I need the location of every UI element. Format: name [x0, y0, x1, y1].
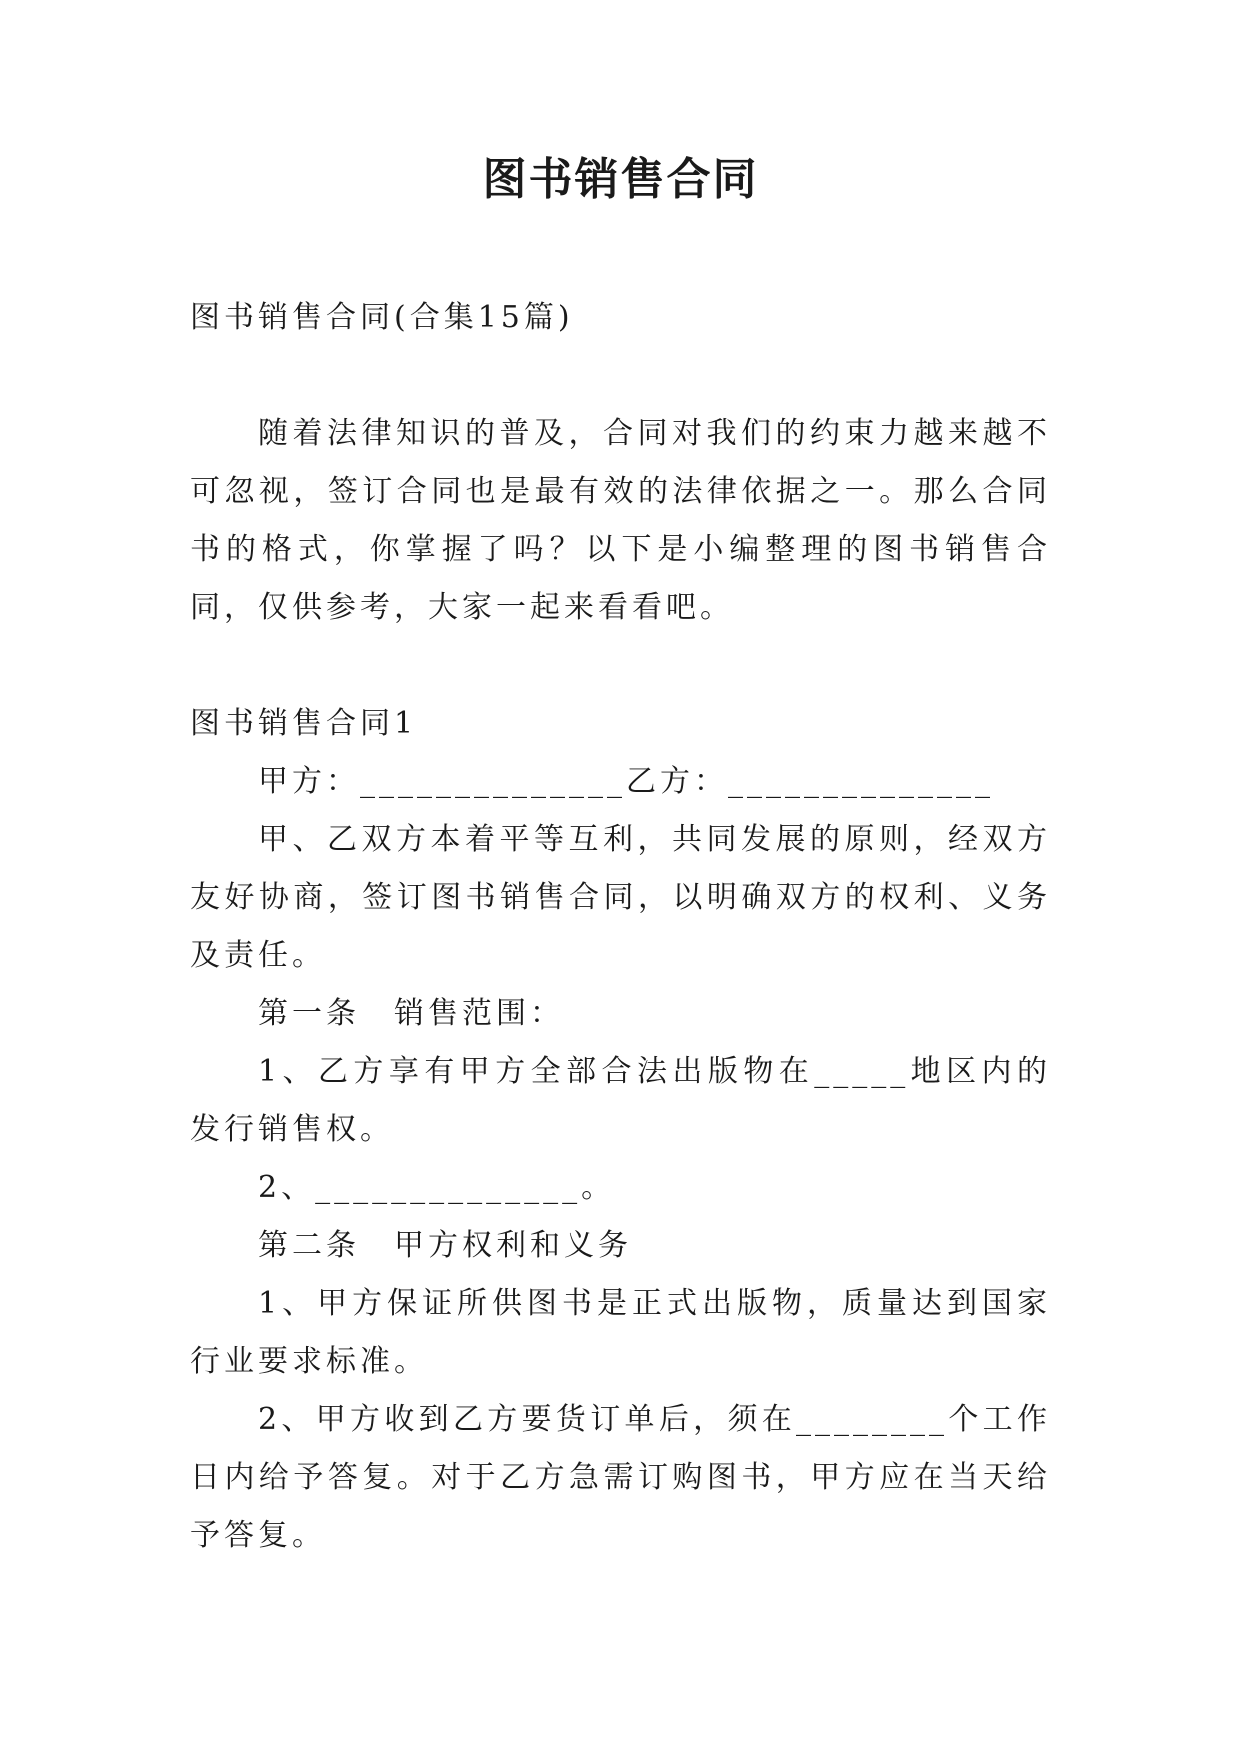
- parties-line: 甲方：______________乙方：______________: [258, 764, 994, 799]
- document-title: 图书销售合同: [482, 154, 759, 205]
- preamble-paragraph: 甲、乙双方本着平等互利，共同发展的原则，经双方友好协商，签订图书销售合同，以明确双方的权利、义务及责任。: [190, 822, 1051, 973]
- article-item: 1、甲方保证所供图书是正式出版物，质量达到国家行业要求标准。: [190, 1286, 1051, 1379]
- article-heading: 第一条 销售范围：: [258, 996, 564, 1031]
- intro-paragraph: 随着法律知识的普及，合同对我们的约束力越来越不可忽视，签订合同也是最有效的法律依据之一。那么合同书的格式，你掌握了吗？以下是小编整理的图书销售合同，仅供参考，大家一起来看看吧。: [190, 416, 1051, 625]
- article-heading: 第二条 甲方权利和义务: [258, 1228, 632, 1263]
- contract-heading: 图书销售合同1: [190, 706, 418, 741]
- document-body: [190, 289, 1051, 1565]
- article-item: 1、乙方享有甲方全部合法出版物在_____地区内的发行销售权。: [190, 1054, 1051, 1147]
- document-subtitle: 图书销售合同(合集15篇): [190, 300, 574, 335]
- paragraph-gap: [190, 637, 1051, 695]
- article-item: 2、______________。: [258, 1170, 616, 1205]
- paragraph-gap: [190, 347, 1051, 405]
- article-item: 2、甲方收到乙方要货订单后，须在________个工作日内给予答复。对于乙方急需订购图书，甲方应在当天给予答复。: [190, 1402, 1051, 1553]
